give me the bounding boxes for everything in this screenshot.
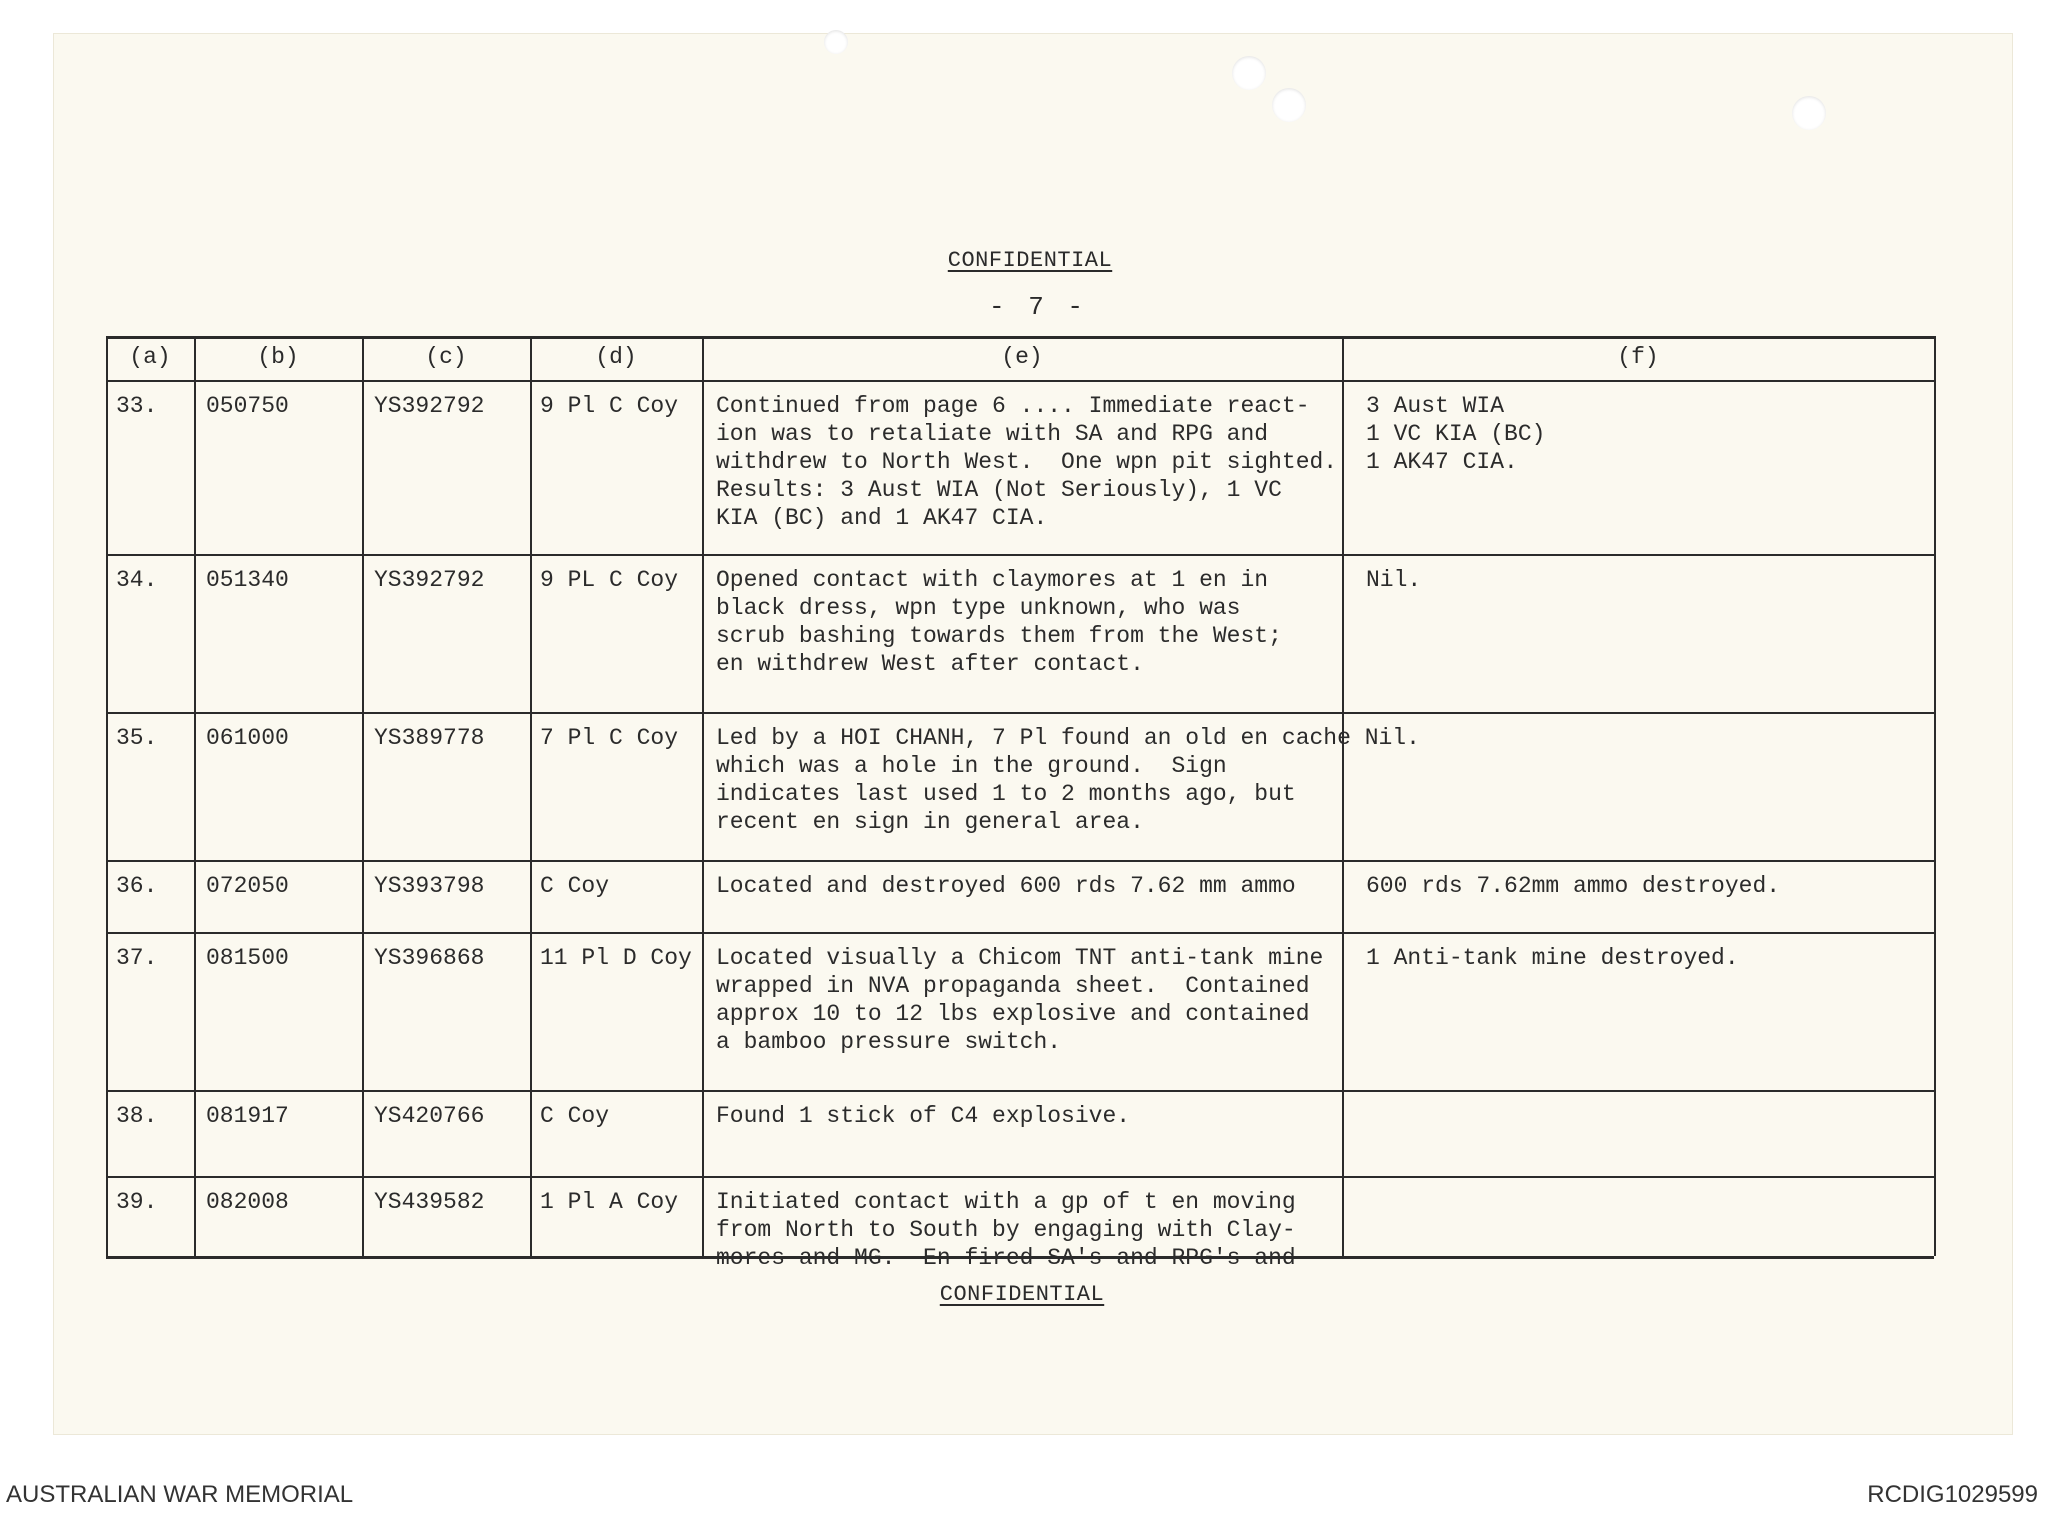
table-rule-horizontal [106,336,1934,339]
table-rule-vertical [702,336,704,1256]
table-cell-time: 051340 [206,567,289,593]
column-header: (c) [425,344,467,370]
table-cell-time: 081917 [206,1103,289,1129]
table-rule-vertical [362,336,364,1256]
table-rule-horizontal [106,380,1934,382]
table-cell-result: Nil. [1366,567,1422,593]
table-rule-horizontal [106,1090,1934,1092]
table-cell-grid-ref: YS392792 [374,393,485,419]
table-cell-serial: 38. [116,1103,158,1129]
table-rule-vertical [530,336,532,1256]
column-header: (b) [257,344,299,370]
table-cell-unit: C Coy [540,1103,610,1129]
table-cell-unit: 7 Pl C Coy [540,725,679,751]
table-cell-event: Continued from page 6 .... Immediate react- ion was to retaliate with SA and RPG and withdrew to North West. One wpn pit sighted. Results: 3 Aust WIA (Not Seriously), 1 VC KIA (BC) and 1 AK47 CIA. [716,393,1338,531]
table-rule-vertical [106,336,108,1256]
punch-hole [824,30,848,54]
table-cell-unit: 11 Pl D Coy [540,945,692,971]
table-cell-unit: 1 Pl A Coy [540,1189,679,1215]
archive-institution: AUSTRALIAN WAR MEMORIAL [6,1481,354,1508]
punch-hole [1792,96,1826,130]
table-cell-grid-ref: YS420766 [374,1103,485,1129]
table-cell-time: 081500 [206,945,289,971]
table-cell-serial: 33. [116,393,158,419]
table-cell-event: Located and destroyed 600 rds 7.62 mm ammo [716,873,1296,899]
table-rule-horizontal [106,860,1934,862]
table-cell-grid-ref: YS439582 [374,1189,485,1215]
classification-top: CONFIDENTIAL [947,248,1113,273]
table-cell-serial: 36. [116,873,158,899]
archive-catalogue-id: RCDIG1029599 [1867,1481,2038,1508]
punch-hole [1272,88,1306,122]
table-cell-serial: 34. [116,567,158,593]
table-cell-event: Opened contact with claymores at 1 en in black dress, wpn type unknown, who was scrub bashing towards them from the West; en withdrew West after contact. [716,567,1282,677]
table-cell-grid-ref: YS392792 [374,567,485,593]
table-rule-vertical [1934,336,1936,1256]
table-rule-vertical [194,336,196,1256]
table-cell-unit: 9 PL C Coy [540,567,679,593]
table-cell-grid-ref: YS389778 [374,725,485,751]
punch-hole [1232,56,1266,90]
table-cell-unit: 9 Pl C Coy [540,393,679,419]
table-cell-time: 082008 [206,1189,289,1215]
table-rule-horizontal [106,1176,1934,1178]
table-cell-result: 3 Aust WIA 1 VC KIA (BC) 1 AK47 CIA. [1366,393,1546,475]
table-cell-time: 072050 [206,873,289,899]
classification-bottom: CONFIDENTIAL [939,1282,1105,1307]
table-rule-horizontal [106,712,1934,714]
table-rule-horizontal [106,932,1934,934]
table-cell-grid-ref: YS393798 [374,873,485,899]
table-cell-serial: 35. [116,725,158,751]
table-cell-event: Found 1 stick of C4 explosive. [716,1103,1131,1129]
table-cell-serial: 37. [116,945,158,971]
table-cell-result: 600 rds 7.62mm ammo destroyed. [1366,873,1781,899]
column-header: (a) [129,344,171,370]
table-cell-time: 050750 [206,393,289,419]
table-rule-horizontal [106,554,1934,556]
table-cell-event: Led by a HOI CHANH, 7 Pl found an old en cache Nil. which was a hole in the ground. Sign indicates last used 1 to 2 months ago, but recent en sign in general area. [716,725,1420,835]
table-cell-grid-ref: YS396868 [374,945,485,971]
table-cell-result: 1 Anti-tank mine destroyed. [1366,945,1739,971]
table-cell-event: Initiated contact with a gp of t en moving from North to South by engaging with Clay- mores and MG. En fired SA's and RPG's and [716,1189,1296,1271]
table-cell-time: 061000 [206,725,289,751]
page-number: - 7 - [988,292,1087,322]
column-header: (e) [1001,344,1043,370]
column-header: (f) [1617,344,1659,370]
table-cell-unit: C Coy [540,873,610,899]
table-cell-serial: 39. [116,1189,158,1215]
column-header: (d) [595,344,637,370]
table-cell-event: Located visually a Chicom TNT anti-tank mine wrapped in NVA propaganda sheet. Contained approx 10 to 12 lbs explosive and contained a bamboo pressure switch. [716,945,1324,1055]
